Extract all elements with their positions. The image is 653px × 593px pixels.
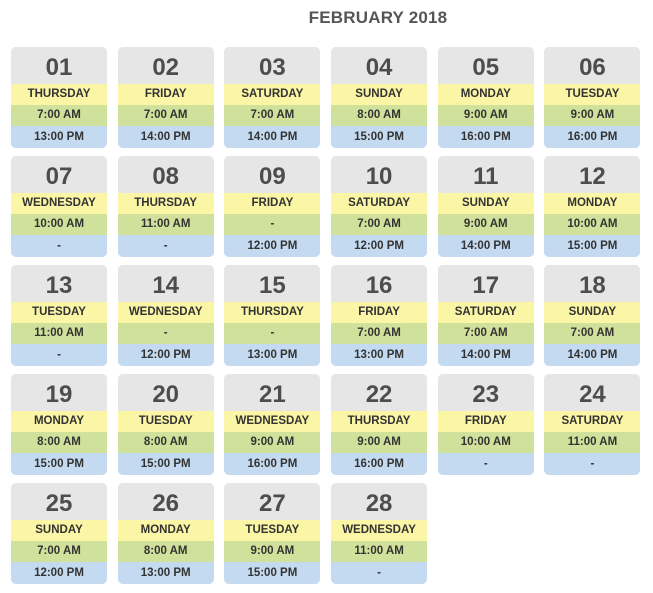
time-start: 7:00 AM xyxy=(331,214,427,235)
day-number: 11 xyxy=(438,156,534,193)
day-number: 22 xyxy=(331,374,427,411)
day-card[interactable] xyxy=(118,483,214,584)
day-card[interactable] xyxy=(331,374,427,475)
time-start: 7:00 AM xyxy=(11,541,107,562)
weekday-label: MONDAY xyxy=(438,84,534,105)
weekday-label: SUNDAY xyxy=(331,84,427,105)
day-card[interactable] xyxy=(331,47,427,148)
day-card[interactable] xyxy=(224,47,320,148)
time-end: 16:00 PM xyxy=(544,126,640,148)
time-end: 13:00 PM xyxy=(224,344,320,366)
weekday-label: FRIDAY xyxy=(118,84,214,105)
time-end: - xyxy=(544,453,640,475)
time-end: - xyxy=(11,235,107,257)
weekday-label: SATURDAY xyxy=(224,84,320,105)
weekday-label: TUESDAY xyxy=(118,411,214,432)
weekday-label: SUNDAY xyxy=(544,302,640,323)
weekday-label: MONDAY xyxy=(118,520,214,541)
day-card[interactable] xyxy=(544,374,640,475)
time-end: 16:00 PM xyxy=(438,126,534,148)
day-card[interactable] xyxy=(11,483,107,584)
day-number: 20 xyxy=(118,374,214,411)
time-start: 11:00 AM xyxy=(331,541,427,562)
day-number: 06 xyxy=(544,47,640,84)
weekday-label: SUNDAY xyxy=(438,193,534,214)
time-start: 8:00 AM xyxy=(118,432,214,453)
weekday-label: TUESDAY xyxy=(11,302,107,323)
weekday-label: THURSDAY xyxy=(11,84,107,105)
day-card[interactable] xyxy=(544,265,640,366)
day-card[interactable] xyxy=(331,483,427,584)
time-end: 15:00 PM xyxy=(11,453,107,475)
day-card[interactable] xyxy=(11,156,107,257)
day-card[interactable] xyxy=(118,374,214,475)
day-number: 18 xyxy=(544,265,640,302)
time-start: 8:00 AM xyxy=(11,432,107,453)
day-card[interactable] xyxy=(11,47,107,148)
time-end: 13:00 PM xyxy=(11,126,107,148)
time-start: 11:00 AM xyxy=(118,214,214,235)
day-card[interactable] xyxy=(544,47,640,148)
day-card[interactable] xyxy=(331,156,427,257)
day-number: 17 xyxy=(438,265,534,302)
day-number: 01 xyxy=(11,47,107,84)
time-start: 7:00 AM xyxy=(331,323,427,344)
day-card[interactable] xyxy=(11,265,107,366)
day-number: 08 xyxy=(118,156,214,193)
time-end: 15:00 PM xyxy=(544,235,640,257)
weekday-label: SATURDAY xyxy=(331,193,427,214)
day-number: 12 xyxy=(544,156,640,193)
time-start: 9:00 AM xyxy=(438,214,534,235)
time-start: 10:00 AM xyxy=(544,214,640,235)
time-start: 10:00 AM xyxy=(11,214,107,235)
time-end: 14:00 PM xyxy=(544,344,640,366)
time-start: 9:00 AM xyxy=(438,105,534,126)
day-number: 23 xyxy=(438,374,534,411)
time-start: 7:00 AM xyxy=(224,105,320,126)
weekday-label: FRIDAY xyxy=(438,411,534,432)
day-number: 26 xyxy=(118,483,214,520)
time-start: 9:00 AM xyxy=(224,432,320,453)
day-number: 07 xyxy=(11,156,107,193)
day-card[interactable] xyxy=(544,156,640,257)
time-end: 14:00 PM xyxy=(438,344,534,366)
day-number: 19 xyxy=(11,374,107,411)
day-number: 10 xyxy=(331,156,427,193)
time-end: 13:00 PM xyxy=(118,562,214,584)
day-card[interactable] xyxy=(224,156,320,257)
weekday-label: SATURDAY xyxy=(438,302,534,323)
day-number: 03 xyxy=(224,47,320,84)
day-card[interactable] xyxy=(331,265,427,366)
time-start: 7:00 AM xyxy=(118,105,214,126)
time-start: 7:00 AM xyxy=(11,105,107,126)
weekday-label: FRIDAY xyxy=(331,302,427,323)
time-end: 16:00 PM xyxy=(224,453,320,475)
day-number: 28 xyxy=(331,483,427,520)
day-card[interactable] xyxy=(438,47,534,148)
day-number: 14 xyxy=(118,265,214,302)
time-start: 9:00 AM xyxy=(544,105,640,126)
time-end: 15:00 PM xyxy=(118,453,214,475)
day-card[interactable] xyxy=(224,374,320,475)
time-start: 9:00 AM xyxy=(224,541,320,562)
time-end: - xyxy=(331,562,427,584)
weekday-label: WEDNESDAY xyxy=(224,411,320,432)
time-start: - xyxy=(118,323,214,344)
time-end: 12:00 PM xyxy=(224,235,320,257)
day-number: 24 xyxy=(544,374,640,411)
time-start: 8:00 AM xyxy=(118,541,214,562)
time-end: 13:00 PM xyxy=(331,344,427,366)
day-card[interactable] xyxy=(224,265,320,366)
time-start: 10:00 AM xyxy=(438,432,534,453)
day-card[interactable] xyxy=(118,47,214,148)
time-end: - xyxy=(11,344,107,366)
time-start: 11:00 AM xyxy=(544,432,640,453)
time-end: 14:00 PM xyxy=(224,126,320,148)
day-card[interactable] xyxy=(224,483,320,584)
weekday-label: THURSDAY xyxy=(331,411,427,432)
time-end: - xyxy=(438,453,534,475)
time-end: 15:00 PM xyxy=(224,562,320,584)
calendar-grid xyxy=(11,47,640,584)
day-card[interactable] xyxy=(11,374,107,475)
time-start: 7:00 AM xyxy=(438,323,534,344)
weekday-label: WEDNESDAY xyxy=(118,302,214,323)
time-start: 9:00 AM xyxy=(331,432,427,453)
weekday-label: MONDAY xyxy=(11,411,107,432)
day-number: 27 xyxy=(224,483,320,520)
time-end: 15:00 PM xyxy=(331,126,427,148)
day-card[interactable] xyxy=(118,265,214,366)
time-end: 12:00 PM xyxy=(331,235,427,257)
weekday-label: SUNDAY xyxy=(11,520,107,541)
day-card[interactable] xyxy=(438,265,534,366)
day-number: 13 xyxy=(11,265,107,302)
time-end: 12:00 PM xyxy=(11,562,107,584)
time-start: 11:00 AM xyxy=(11,323,107,344)
time-end: 12:00 PM xyxy=(118,344,214,366)
time-end: 14:00 PM xyxy=(438,235,534,257)
weekday-label: TUESDAY xyxy=(224,520,320,541)
time-end: - xyxy=(118,235,214,257)
weekday-label: SATURDAY xyxy=(544,411,640,432)
day-number: 04 xyxy=(331,47,427,84)
day-number: 15 xyxy=(224,265,320,302)
weekday-label: WEDNESDAY xyxy=(11,193,107,214)
day-number: 09 xyxy=(224,156,320,193)
time-end: 16:00 PM xyxy=(331,453,427,475)
day-number: 02 xyxy=(118,47,214,84)
weekday-label: THURSDAY xyxy=(118,193,214,214)
weekday-label: THURSDAY xyxy=(224,302,320,323)
day-number: 21 xyxy=(224,374,320,411)
day-card[interactable] xyxy=(118,156,214,257)
day-number: 05 xyxy=(438,47,534,84)
day-number: 16 xyxy=(331,265,427,302)
day-card[interactable] xyxy=(438,374,534,475)
weekday-label: TUESDAY xyxy=(544,84,640,105)
time-start: - xyxy=(224,323,320,344)
day-card[interactable] xyxy=(438,156,534,257)
weekday-label: MONDAY xyxy=(544,193,640,214)
weekday-label: FRIDAY xyxy=(224,193,320,214)
time-end: 14:00 PM xyxy=(118,126,214,148)
day-number: 25 xyxy=(11,483,107,520)
time-start: 7:00 AM xyxy=(544,323,640,344)
calendar-title: FEBRUARY 2018 xyxy=(308,8,448,27)
weekday-label: WEDNESDAY xyxy=(331,520,427,541)
time-start: - xyxy=(224,214,320,235)
time-start: 8:00 AM xyxy=(331,105,427,126)
